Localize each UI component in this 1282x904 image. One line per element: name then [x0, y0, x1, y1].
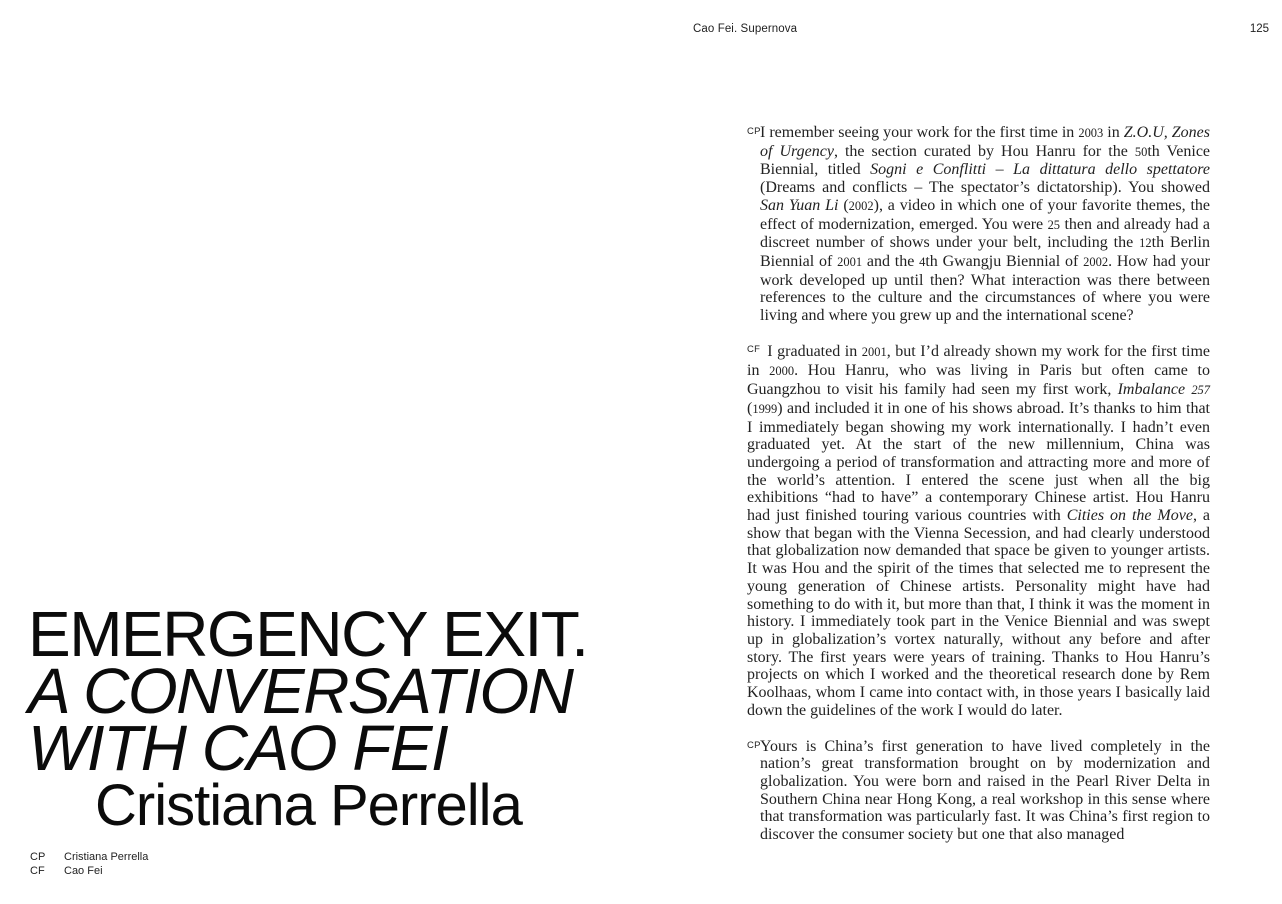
turn-text [760, 124, 1210, 325]
oldstyle-figure: 2002 [1083, 254, 1109, 269]
speaker-label: CF [747, 344, 761, 356]
oldstyle-figure: 2001 [861, 344, 887, 359]
oldstyle-figure: 2000 [769, 364, 795, 379]
interview-turn-question [747, 738, 1210, 844]
text-segment: (2002), a video in which one of your favorite themes, the effect of modernization, emerged. You were 25 then and already had a discreet number of shows under your belt, including the 12th Berlin Biennial of 2001 and the 4th Gwangju Biennial of 2002. How had your work developed up until then? What interaction was there between references to the culture and the circumstances of where you were living and where you grew up and the international scene? [760, 196, 1211, 325]
text-segment: (Dreams and conflicts – The spectator’s dictatorship). You showed [760, 179, 1210, 197]
article-title [28, 598, 588, 838]
article-title-line-2: A CONVERSATION [28, 655, 573, 727]
text-segment: , the section curated by Hou Hanru for the 50th Venice Biennial, titled [760, 142, 1211, 179]
oldstyle-figure: 2002 [848, 198, 874, 213]
turn-text [760, 738, 1210, 844]
interview-turn-question [747, 124, 1210, 325]
oldstyle-figure: 2003 [1078, 126, 1104, 140]
legend-row [30, 865, 148, 879]
running-title: Cao Fei. Supernova [693, 23, 798, 35]
turn-text [747, 343, 1210, 720]
text-segment: Yours is China’s first generation to have lived completely in the nation’s great transformation brought on by modernization and globalization. You were born and raised in the Pearl River Delta in Southern China near Hong Kong, a real workshop in this sense where that transformation was particularly fast. It was China’s first region to discover the consumer society but one that also managed [760, 737, 1210, 844]
interview-column [747, 124, 1210, 844]
article-title-line-1: EMERGENCY EXIT. [28, 598, 588, 670]
speaker-label: CP [747, 739, 761, 751]
article-author: Cristiana Perrella [95, 773, 522, 838]
oldstyle-figure: 2001 [837, 254, 863, 269]
work-title: Sogni e Conflitti – La dittatura dello spettatore [870, 161, 1211, 179]
interview-turn-answer [747, 343, 1210, 720]
work-title: Cities on the Move [1066, 507, 1193, 525]
legend-abbr: CP [30, 851, 46, 863]
legend-abbr: CF [30, 864, 45, 877]
legend-name: Cao Fei [64, 864, 103, 877]
oldstyle-figure: 4 [919, 254, 926, 269]
legend-row [30, 851, 148, 865]
legend-name: Cristiana Perrella [64, 851, 149, 863]
oldstyle-figure: 1999 [752, 401, 778, 416]
speaker-legend [30, 851, 148, 878]
work-title: Imbalance 257 [1117, 381, 1211, 399]
text-segment: I remember seeing your work for the first time in 2003 in [760, 124, 1124, 141]
text-segment: I graduated in 2001, but I’d already shown my work for the first time in 2000. Hou Hanru, who was living in Paris but often came to Guangzhou to visit his family had seen my first work, [747, 342, 1211, 399]
oldstyle-figure: 257 [1191, 383, 1211, 398]
article-title-line-3: WITH CAO FEI [28, 712, 448, 784]
page-number: 125 [1249, 23, 1269, 35]
oldstyle-figure: 25 [1047, 217, 1061, 232]
text-segment: (1999) and included it in one of his shows abroad. It’s thanks to him that I immediately began showing my work internationally. I hadn’t even graduated yet. At the start of the new millennium, China was undergoing a period of transformation and attracting more and more of the world’s attention. I entered the scene just when all the big exhibitions “had to have” a contemporary Chinese artist. Hou Hanru had just finished touring various countries with [747, 399, 1210, 525]
text-segment: , a show that began with the Vienna Secession, and had clearly understood that globalization now demanded that space be given to younger artists. It was Hou and the spirit of the times that selected me to represent the young generation of Chinese artists. Personality might have had something to do with it, but more than that, I think it was the moment in history. I immediately took part in the Venice Biennial and was swept up in globalization’s vortex naturally, without any before and after story. The first years were years of training. Thanks to Hou Hanru’s projects on which I worked and the theoretical research done by Rem Koolhaas, whom I came into contact with, in those years I basically laid down the guidelines of the work I would do later. [747, 507, 1210, 719]
speaker-label: CP [747, 126, 761, 137]
work-title: Z.O.U, Zones of Urgency [760, 124, 1211, 160]
work-title: San Yuan Li [760, 196, 839, 214]
oldstyle-figure: 50 [1134, 144, 1148, 159]
oldstyle-figure: 12 [1139, 236, 1152, 251]
